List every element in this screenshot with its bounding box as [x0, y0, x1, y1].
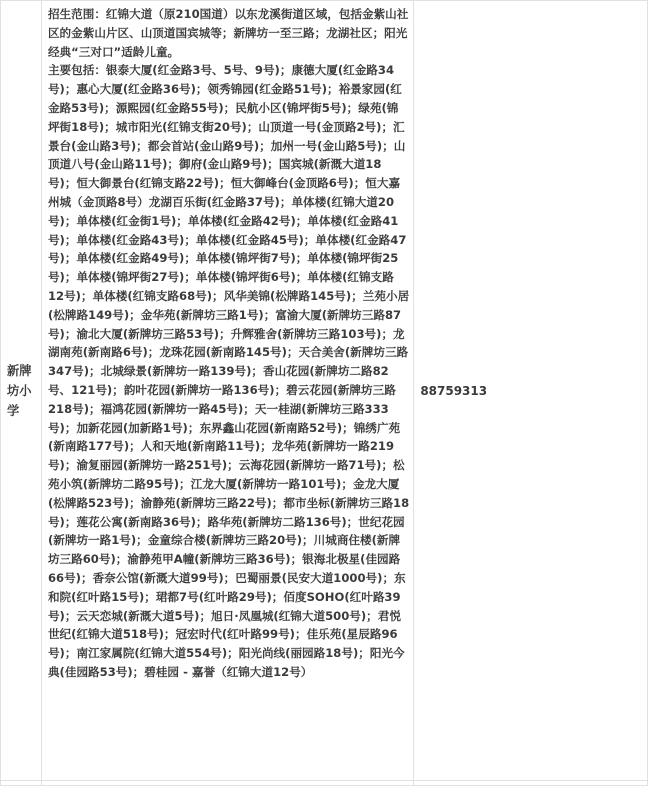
table-row: [1, 1, 648, 781]
school-name: 新牌坊小学: [7, 363, 32, 418]
empty-cell: [414, 781, 648, 786]
phone-cell: [414, 1, 648, 781]
catchment-text: [42, 1, 413, 686]
main-includes: 主要包括：银泰大厦(红金路3号、5号、9号)；康德大厦(红金路34号)；惠心大厦(红金路36号)；领秀锦园(红金路51号)；裕景家园(红金路53号)；源熙园(红金路55号)；民航小区(锦坪街5号)；绿苑(锦坪街18号)；城市阳光(红锦支街20号)；山顶道一号(金顶路2号)；汇景台(金山路3号)；都会首站(金山路9号)；加州一号(金山路5号)；山顶道八号(金山路11号)；御府(金山路9号)；国宾城(新溉大道18号)；恒大御景台(红锦支路22号)；恒大御峰台(金顶路6号)；恒大嘉州城（金顶路8号）龙湖百乐街(红金路37号)；单体楼(红锦大道20号)；单体楼(红金街1号)；单体楼(红金路42号)；单体楼(红金路41号)；单体楼(红金路43号)；单体楼(红金路45号)；单体楼(红金路47号)；单体楼(红金路49号)；单体楼(锦坪街7号)；单体楼(锦坪街25号)；单体楼(锦坪街27号)；单体楼(锦坪街6号)；单体楼(红锦支路12号)；单体楼(红锦支路68号)；风华美锦(松牌路145号)；兰苑小居(松牌路149号)；金华苑(新牌坊三路1号)；富渝大厦(新牌坊三路87号)；渝北大厦(新牌坊三路53号)；升辉雅舍(新牌坊三路103号)；龙湖南苑(新南路6号)；龙珠花园(新南路145号)；天合美舍(新牌坊三路347号)；北城绿景(新牌坊一路139号)；香山花园(新牌坊二路82号、121号)；韵叶花园(新牌坊一路136号)；碧云花园(新牌坊三路218号)；福鸿花园(新牌坊一路45号)；天一桂湖(新牌坊三路333号)；加新花园(加新路1号)；东界鑫山花园(新南路52号)；锦绣广苑(新南路177号)；人和天地(新南路11号)；龙华苑(新牌坊一路219号)；渝复丽园(新牌坊一路251号)；云海花园(新牌坊一路71号)；松苑小筑(新牌坊二路95号)；江龙大厦(新牌坊一路101号)；金龙大厦(松牌路523号)；渝静苑(新牌坊三路22号)；都市坐标(新牌坊三路18号)；莲花公寓(新南路36号)；路华苑(新牌坊二路136号)；世纪花园(新牌坊一路1号)；金童综合楼(新牌坊三路20号)；川城商住楼(新牌坊三路60号)；渝静苑甲A幢(新牌坊三路36号)；银海北极星(佳园路66号)；香奈公馆(新溉大道99号)；巴蜀丽景(民安大道1000号)；东和院(红叶路15号)；珺都7号(红叶路29号)；佰度SOHO(红叶路39号)；云天恋城(新溉大道5号)；旭日·凤凰城(红锦大道500号)；君悦世纪(红锦大道518号)；冠宏时代(红叶路99号)；佳乐苑(星辰路96号)；南江家属院(红锦大道554号)；阳光尚线(丽园路18号)；阳光今典(佳园路53号)；碧桂园 - 嘉誉（红锦大道12号）: [47, 63, 410, 679]
table-row: [1, 781, 648, 786]
school-name-cell: [1, 1, 42, 781]
enrollment-scope: 招生范围：红锦大道（原210国道）以东龙溪街道区域，包括金紫山社区的金紫山片区、山顶道国宾城等；新牌坊一至三路；龙湖社区；阳光经典“三对口”适龄儿童。: [47, 7, 409, 59]
empty-cell: [1, 781, 42, 786]
catchment-cell: [41, 1, 413, 781]
phone-number: 88759313: [420, 383, 488, 398]
empty-cell: [41, 781, 413, 786]
